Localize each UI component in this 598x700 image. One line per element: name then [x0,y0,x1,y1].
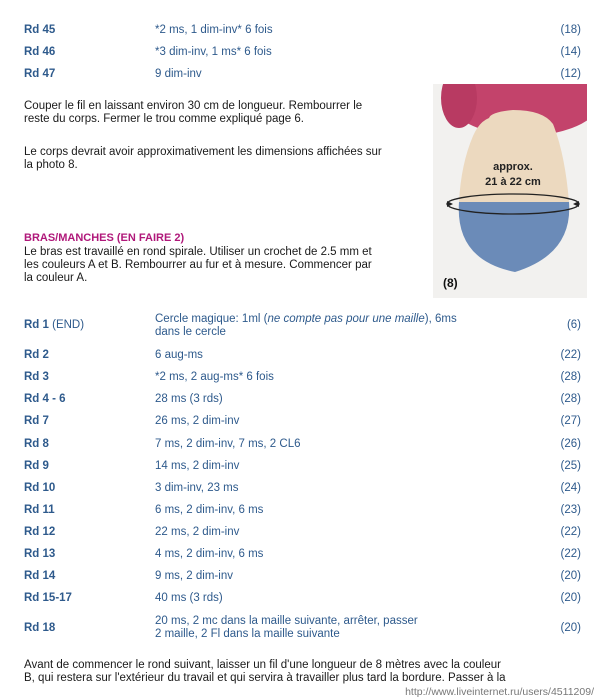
round-instruction: 14 ms, 2 dim-inv [155,460,240,472]
stitch-count: (20) [560,592,581,604]
text-line: Le corps devrait avoir approximativement les dimensions affichées sur [24,146,382,158]
round-instruction: *2 ms, 2 aug-ms* 6 fois [155,371,274,383]
stitch-count: (20) [560,622,581,634]
text-line: Avant de commencer le rond suivant, laisser un fil d'une longueur de 8 mètres avec la couleur [24,659,501,671]
round-label: Rd 12 [24,526,56,538]
round-label-note: (END) [52,319,85,331]
instruction-italic: ne compte pas pour une maille [267,313,425,325]
stitch-count: (12) [560,68,581,80]
body-photo [433,84,587,298]
section-heading: BRAS/MANCHES (EN FAIRE 2) [24,232,185,244]
instruction-text-a: Cercle magique: 1ml ( [155,313,268,325]
stitch-count: (22) [560,349,581,361]
round-label: Rd 45 [24,24,56,36]
stitch-count: (22) [560,526,581,538]
text-line: B, qui restera sur l'extérieur du travail et qui servira à travailler plus tard la bordure. Passer à la [24,672,506,684]
round-instruction: 9 ms, 2 dim-inv [155,570,233,582]
round-label: Rd 4 - 6 [24,393,66,405]
round-instruction: 28 ms (3 rds) [155,393,223,405]
round-label: Rd 14 [24,570,56,582]
round-label: Rd 3 [24,371,49,383]
round-label: Rd 46 [24,46,56,58]
text-line: la photo 8. [24,159,78,171]
stitch-count: (6) [566,319,581,331]
paragraph-arms-intro [24,246,372,285]
stitch-count: (14) [560,46,581,58]
round-label: Rd 47 [24,68,56,80]
crochet-body-illustration [433,84,587,298]
text-line: la couleur A. [24,272,88,284]
round-instruction: 7 ms, 2 dim-inv, 7 ms, 2 CL6 [155,438,301,450]
stitch-count: (22) [560,548,581,560]
round-label: Rd 13 [24,548,56,560]
round-label: Rd 10 [24,482,56,494]
photo-label: (8) [443,276,458,290]
paragraph-stuffing [24,100,362,126]
annotation-line2: 21 à 22 cm [485,176,541,188]
instruction-line: 20 ms, 2 mc dans la maille suivante, arrêter, passer [155,615,418,627]
paragraph-dimensions [24,146,382,172]
round-instruction [155,615,465,641]
round-label-text: Rd 1 [24,319,49,331]
text-line: les couleurs A et B. Rembourrer au fur et à mesure. Commencer par [24,259,372,271]
round-instruction: *2 ms, 1 dim-inv* 6 fois [155,24,273,36]
stitch-count: (26) [560,438,581,450]
round-label: Rd 7 [24,415,49,427]
round-instruction [155,313,460,339]
stitch-count: (20) [560,570,581,582]
round-label: Rd 18 [24,622,56,634]
stitch-count: (28) [560,393,581,405]
round-instruction: 6 ms, 2 dim-inv, 6 ms [155,504,264,516]
stitch-count: (27) [560,415,581,427]
round-label: Rd 15-17 [24,592,72,604]
text-line: reste du corps. Fermer le trou comme expliqué page 6. [24,113,304,125]
round-label [24,319,84,331]
instruction-text-b: ), 6ms dans le cercle [155,313,457,338]
round-instruction: 22 ms, 2 dim-inv [155,526,240,538]
round-label: Rd 2 [24,349,49,361]
round-instruction: 26 ms, 2 dim-inv [155,415,240,427]
text-line: Le bras est travaillé en rond spirale. Utiliser un crochet de 2.5 mm et [24,246,372,258]
instruction-line: 2 maille, 2 Fl dans la maille suivante [155,628,340,640]
stitch-count: (28) [560,371,581,383]
round-label: Rd 11 [24,504,55,516]
round-instruction: 6 aug-ms [155,349,203,361]
stitch-count: (18) [560,24,581,36]
stitch-count: (25) [560,460,581,472]
stitch-count: (23) [560,504,581,516]
annotation-line1: approx. [493,161,533,173]
round-label: Rd 8 [24,438,49,450]
paragraph-before-next-round [24,659,594,685]
watermark: http://www.liveinternet.ru/users/4511209/ [405,686,594,698]
round-instruction: 4 ms, 2 dim-inv, 6 ms [155,548,264,560]
round-instruction: 40 ms (3 rds) [155,592,223,604]
round-instruction: 3 dim-inv, 23 ms [155,482,239,494]
stitch-count: (24) [560,482,581,494]
round-label: Rd 9 [24,460,49,472]
round-instruction: *3 dim-inv, 1 ms* 6 fois [155,46,272,58]
text-line: Couper le fil en laissant environ 30 cm de longueur. Rembourrer le [24,100,363,112]
round-instruction: 9 dim-inv [155,68,202,80]
